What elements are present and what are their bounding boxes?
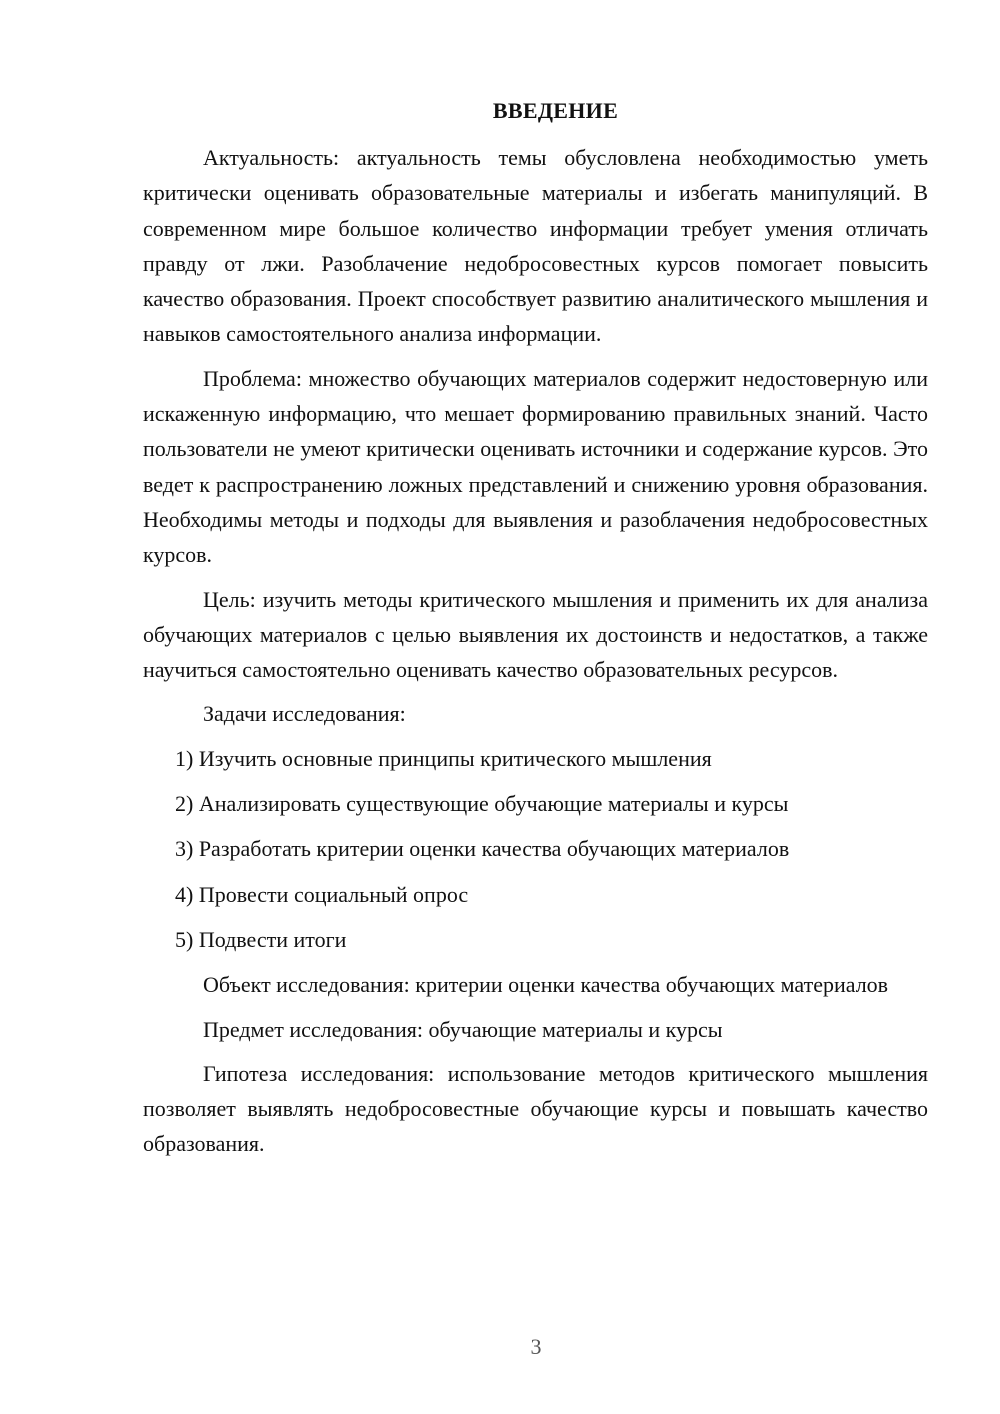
task-item: 3) Разработать критерии оценки качества обучающих материалов [175,836,790,862]
task-item: 2) Анализировать существующие обучающие материалы и курсы [175,791,789,817]
task-item: 4) Провести социальный опрос [175,881,469,907]
task-item: 1) Изучить основные принципы критического мышления [175,745,712,771]
document-page [143,96,928,1171]
relevance-paragraph: Актуальность: актуальность темы обусловлена необходимостью уметь критически оценивать образовательные материалы и избегать манипуляций. В современном мире большое количество информации требует умения отличать правду от лжи. Разоблачение недобросовестных курсов помогает повысить качество образования. Проект способствует развитию аналитического мышления и навыков самостоятельного анализа информации. [143,145,928,347]
hypothesis-paragraph: Гипотеза исследования: использование методов критического мышления позволяет выявлять недобросовестные обучающие курсы и повышать качество образования. [143,1060,928,1157]
tasks-list [143,741,928,957]
subject-paragraph: Предмет исследования: обучающие материалы и курсы [203,1016,723,1042]
page-number: 3 [530,1334,542,1359]
task-item: 5) Подвести итоги [175,926,347,952]
tasks-heading: Задачи исследования: [203,701,406,727]
goal-paragraph: Цель: изучить методы критического мышления и применить их для анализа обучающих материалов с целью выявления их достоинств и недостатков, а также научиться самостоятельно оценивать качество образовательных ресурсов. [143,586,928,683]
problem-paragraph: Проблема: множество обучающих материалов содержит недостоверную или искаженную информацию, что мешает формированию правильных знаний. Часто пользователи не умеют критически оценивать источники и содержание курсов. Это ведет к распространению ложных представлений и снижению уровня образования. Необходимы методы и подходы для выявления и разоблачения недобросовестных курсов. [143,365,928,568]
page-title: ВВЕДЕНИЕ [492,98,619,123]
object-paragraph: Объект исследования: критерии оценки качества обучающих материалов [203,972,889,998]
